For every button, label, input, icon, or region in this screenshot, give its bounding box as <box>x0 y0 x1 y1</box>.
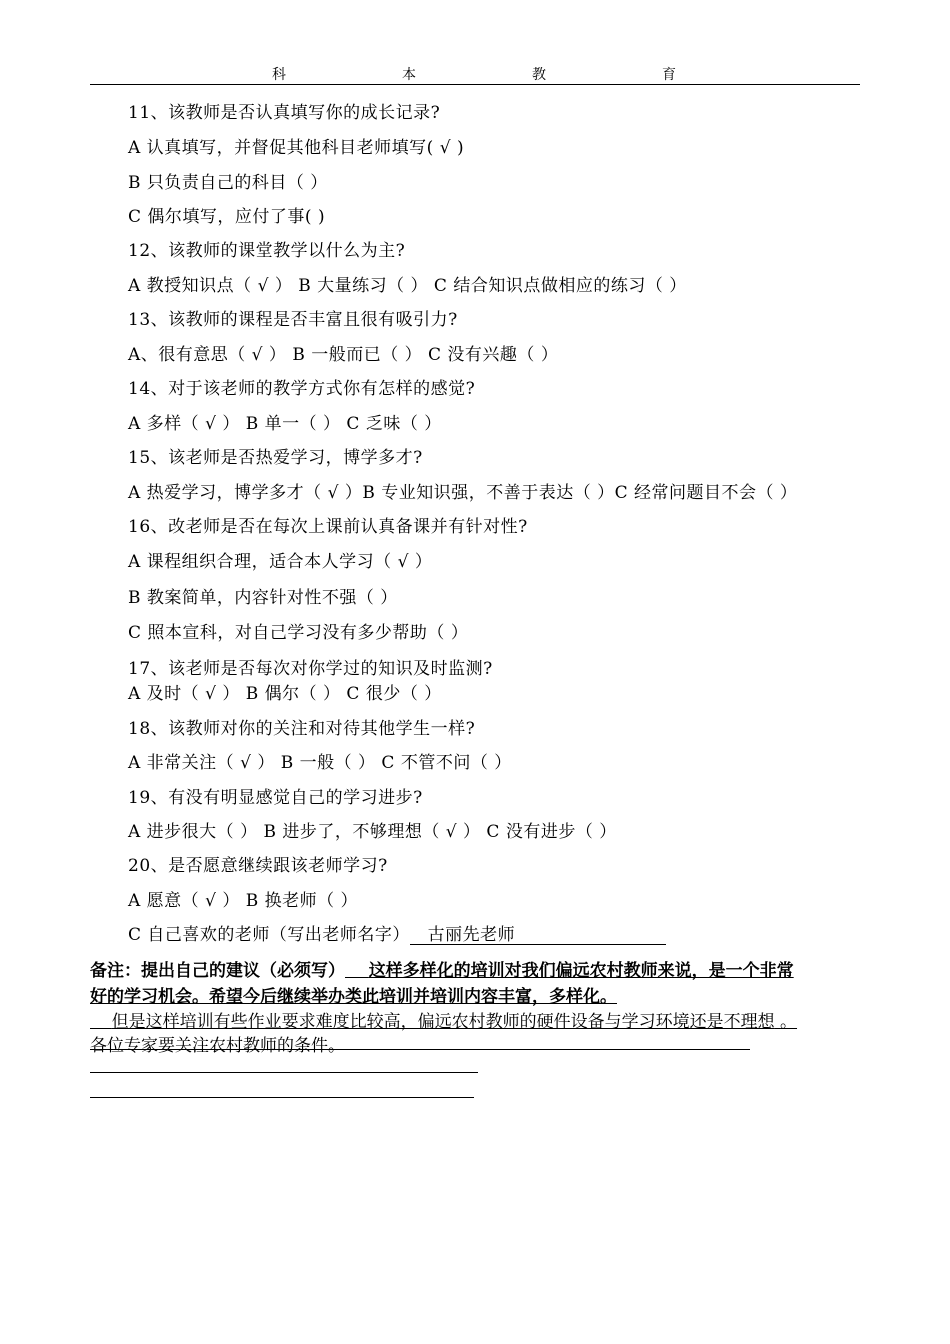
answer-line: A 愿意（ √ ） B 换老师（ ） <box>128 891 359 911</box>
header-char: 科 <box>272 67 286 83</box>
header-char: 教 <box>532 67 546 83</box>
question-16: 16、改老师是否在每次上课前认真备课并有针对性? <box>128 517 528 537</box>
question-18: 18、该教师对你的关注和对待其他学生一样? <box>128 719 476 739</box>
answer-line: A 多样（ √ ） B 单一（ ） C 乏味（ ） <box>128 414 442 434</box>
question-11: 11、该教师是否认真填写你的成长记录? <box>128 103 441 123</box>
question-20: 20、是否愿意继续跟该老师学习? <box>128 856 388 876</box>
answer-line: B 教案简单，内容针对性不强（ ） <box>128 588 398 608</box>
remark-label: 备注：提出自己的建议（必须写） <box>90 961 345 981</box>
answer-line: A 非常关注（ √ ） B 一般（ ） C 不管不问（ ） <box>128 753 512 773</box>
answer-line: A 认真填写，并督促其他科目老师填写( √ ) <box>128 138 465 158</box>
remark-line-4: 各位专家要关注农村教师的条件。 <box>90 1036 345 1056</box>
header-char: 本 <box>402 67 416 83</box>
answer-line: A 及时（ √ ） B 偶尔（ ） C 很少（ ） <box>128 684 442 704</box>
remark-line-2: 好的学习机会。希望今后继续举办类此培训并培训内容丰富，多样化。 <box>90 987 617 1007</box>
blank-line <box>90 1097 474 1098</box>
answer-line: B 只负责自己的科目（ ） <box>128 173 328 193</box>
answer-line: A 进步很大（ ） B 进步了，不够理想（ √ ） C 没有进步（ ） <box>128 822 617 842</box>
answer-line: A、很有意思（ √ ） B 一般而已（ ） C 没有兴趣（ ） <box>128 345 559 365</box>
teacher-name-value: 古丽先老师 <box>427 925 516 945</box>
question-12: 12、该教师的课堂教学以什么为主? <box>128 241 406 261</box>
question-17: 17、该老师是否每次对你学过的知识及时监测? <box>128 659 493 679</box>
answer-line: A 课程组织合理，适合本人学习（ √ ） <box>128 552 433 572</box>
question-13: 13、该教师的课程是否丰富且很有吸引力? <box>128 310 458 330</box>
remark-line-3: 但是这样培训有些作业要求难度比较高，偏远农村教师的硬件设备与学习环境还是不理想 。 <box>111 1012 798 1032</box>
answer-line: C 照本宣科，对自己学习没有多少帮助（ ） <box>128 623 469 643</box>
answer-line: A 教授知识点（ √ ） B 大量练习（ ） C 结合知识点做相应的练习（ ） <box>128 276 687 296</box>
answer-line: A 热爱学习，博学多才（ √ ）B 专业知识强，不善于表达（ ）C 经常问题目不会（ ） <box>128 483 798 503</box>
answer-line-teacher-name <box>128 920 666 945</box>
question-14: 14、对于该老师的教学方式你有怎样的感觉? <box>128 379 476 399</box>
blank-line <box>90 1049 750 1050</box>
teacher-name-field[interactable] <box>410 926 666 945</box>
remark-text: 这样多样化的培训对我们偏远农村教师来说，是一个非常 <box>368 961 794 981</box>
teacher-name-label: C 自己喜欢的老师（写出老师名字） <box>128 925 410 945</box>
remark-line-1 <box>90 956 794 981</box>
question-15: 15、该老师是否热爱学习，博学多才? <box>128 448 423 468</box>
blank-line <box>90 1072 478 1073</box>
question-19: 19、有没有明显感觉自己的学习进步? <box>128 788 423 808</box>
page-header <box>90 64 860 85</box>
answer-line: C 偶尔填写，应付了事( ) <box>128 207 326 227</box>
header-char: 育 <box>662 67 676 83</box>
